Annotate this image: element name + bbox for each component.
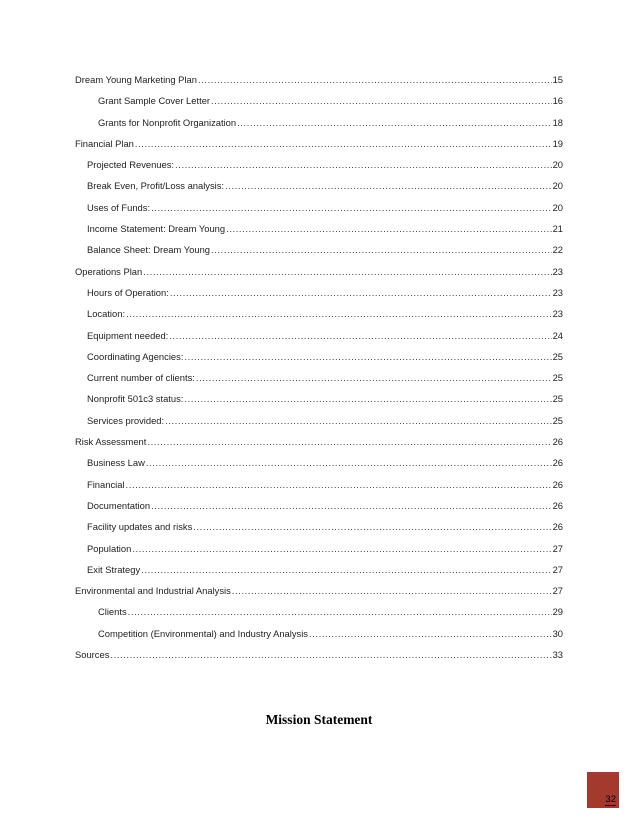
toc-entry-page: 30: [552, 627, 563, 639]
toc-entry-title: Facility updates and risks: [87, 521, 193, 533]
toc-entry-page: 20: [552, 180, 563, 192]
toc-leader-dots: [126, 479, 552, 491]
toc-entry[interactable]: [75, 457, 563, 478]
toc-leader-dots: [309, 628, 552, 640]
toc-entry[interactable]: [75, 308, 563, 329]
toc-entry-title: Documentation: [87, 499, 151, 511]
toc-entry-page: 26: [552, 521, 563, 533]
toc-leader-dots: [184, 393, 551, 405]
toc-entry-title: Grant Sample Cover Letter: [98, 95, 211, 107]
toc-entry-title: Environmental and Industrial Analysis: [75, 585, 231, 597]
toc-entry[interactable]: [75, 521, 563, 542]
toc-entry-title: Coordinating Agencies:: [87, 350, 184, 362]
toc-entry-page: 16: [552, 95, 563, 107]
toc-entry-page: 27: [552, 542, 563, 554]
toc-entry-page: 24: [552, 329, 563, 341]
toc-leader-dots: [226, 223, 551, 235]
toc-entry-title: Risk Assessment: [75, 436, 147, 448]
toc-entry-title: Sources: [75, 649, 110, 661]
toc-leader-dots: [196, 372, 552, 384]
toc-entry-title: Financial: [87, 478, 125, 490]
toc-entry[interactable]: [75, 223, 563, 244]
toc-entry-page: 26: [552, 478, 563, 490]
toc-entry-page: 18: [552, 116, 563, 128]
toc-entry-title: Competition (Environmental) and Industry Analysis: [98, 627, 308, 639]
toc-entry[interactable]: [75, 415, 563, 436]
toc-entry-title: Nonprofit 501c3 status:: [87, 393, 184, 405]
page-number: 32: [605, 794, 616, 805]
toc-entry-page: 33: [552, 649, 563, 661]
toc-entry[interactable]: [75, 244, 563, 265]
toc-entry-page: 26: [552, 436, 563, 448]
toc-leader-dots: [141, 564, 551, 576]
toc-leader-dots: [128, 606, 552, 618]
toc-entry-page: 20: [552, 159, 563, 171]
toc-entry-page: 25: [552, 393, 563, 405]
toc-entry-page: 21: [552, 223, 563, 235]
toc-entry[interactable]: [75, 628, 563, 649]
toc-entry-page: 19: [552, 137, 563, 149]
toc-entry-title: Financial Plan: [75, 137, 134, 149]
toc-entry[interactable]: [75, 159, 563, 180]
toc-leader-dots: [193, 521, 551, 533]
toc-entry-title: Balance Sheet: Dream Young: [87, 244, 211, 256]
toc-entry[interactable]: [75, 117, 563, 138]
toc-entry-title: Income Statement: Dream Young: [87, 223, 226, 235]
toc-entry-title: Exit Strategy: [87, 563, 141, 575]
toc-entry[interactable]: [75, 585, 563, 606]
toc-entry-page: 27: [552, 563, 563, 575]
toc-entry[interactable]: [75, 74, 563, 95]
toc-entry[interactable]: [75, 436, 563, 457]
toc-entry-page: 25: [552, 414, 563, 426]
toc-entry-title: Uses of Funds:: [87, 201, 151, 213]
toc-entry-title: Projected Revenues:: [87, 159, 175, 171]
toc-leader-dots: [151, 500, 552, 512]
toc-entry-title: Population: [87, 542, 132, 554]
toc-entry-title: Location:: [87, 308, 126, 320]
toc-leader-dots: [147, 436, 551, 448]
toc-leader-dots: [170, 287, 552, 299]
toc-entry-page: 23: [552, 265, 563, 277]
toc-entry[interactable]: [75, 649, 563, 670]
toc-leader-dots: [110, 649, 551, 661]
toc-entry-title: Current number of clients:: [87, 372, 195, 384]
toc-entry-page: 26: [552, 457, 563, 469]
toc-leader-dots: [126, 308, 552, 320]
toc-entry[interactable]: [75, 372, 563, 393]
toc-entry-page: 27: [552, 585, 563, 597]
toc-entry-page: 23: [552, 308, 563, 320]
toc-entry[interactable]: [75, 543, 563, 564]
toc-entry-title: Grants for Nonprofit Organization: [98, 116, 237, 128]
toc-leader-dots: [169, 330, 551, 342]
section-heading: Mission Statement: [265, 712, 373, 727]
toc-entry-title: Services provided:: [87, 414, 165, 426]
toc-entry-page: 25: [552, 350, 563, 362]
toc-entry[interactable]: [75, 180, 563, 201]
toc-leader-dots: [143, 266, 551, 278]
toc-entry[interactable]: [75, 330, 563, 351]
toc-entry-title: Dream Young Marketing Plan: [75, 74, 197, 85]
toc-entry[interactable]: [75, 351, 563, 372]
toc-entry-title: Clients: [98, 606, 127, 618]
toc-entry[interactable]: [75, 564, 563, 585]
toc-entry[interactable]: [75, 266, 563, 287]
toc-entry-page: 22: [552, 244, 563, 256]
toc-entry-page: 20: [552, 201, 563, 213]
toc-entry[interactable]: [75, 606, 563, 627]
toc-entry[interactable]: [75, 95, 563, 116]
toc-leader-dots: [146, 457, 552, 469]
toc-leader-dots: [175, 159, 552, 171]
toc-leader-dots: [198, 74, 552, 86]
table-of-contents: [75, 74, 563, 670]
toc-leader-dots: [225, 180, 552, 192]
toc-leader-dots: [211, 244, 552, 256]
toc-entry-title: Equipment needed:: [87, 329, 169, 341]
toc-entry[interactable]: [75, 287, 563, 308]
toc-entry-title: Break Even, Profit/Loss analysis:: [87, 180, 225, 192]
toc-entry-page: 23: [552, 286, 563, 298]
toc-entry-page: 25: [552, 372, 563, 384]
toc-entry-title: Business Law: [87, 457, 145, 469]
toc-leader-dots: [232, 585, 552, 597]
toc-entry-page: 15: [552, 74, 563, 85]
toc-entry-title: Operations Plan: [75, 265, 143, 277]
toc-entry[interactable]: [75, 393, 563, 414]
toc-entry[interactable]: [75, 138, 563, 159]
toc-entry-page: 29: [552, 606, 563, 618]
page-number-badge: [587, 772, 619, 808]
toc-leader-dots: [132, 543, 551, 555]
toc-leader-dots: [165, 415, 551, 427]
toc-leader-dots: [151, 202, 552, 214]
toc-leader-dots: [211, 95, 552, 107]
toc-entry[interactable]: [75, 479, 563, 500]
toc-leader-dots: [135, 138, 552, 150]
toc-entry-title: Hours of Operation:: [87, 286, 169, 298]
toc-entry[interactable]: [75, 202, 563, 223]
toc-entry-page: 26: [552, 499, 563, 511]
toc-leader-dots: [184, 351, 551, 363]
toc-leader-dots: [237, 117, 551, 129]
toc-entry[interactable]: [75, 500, 563, 521]
